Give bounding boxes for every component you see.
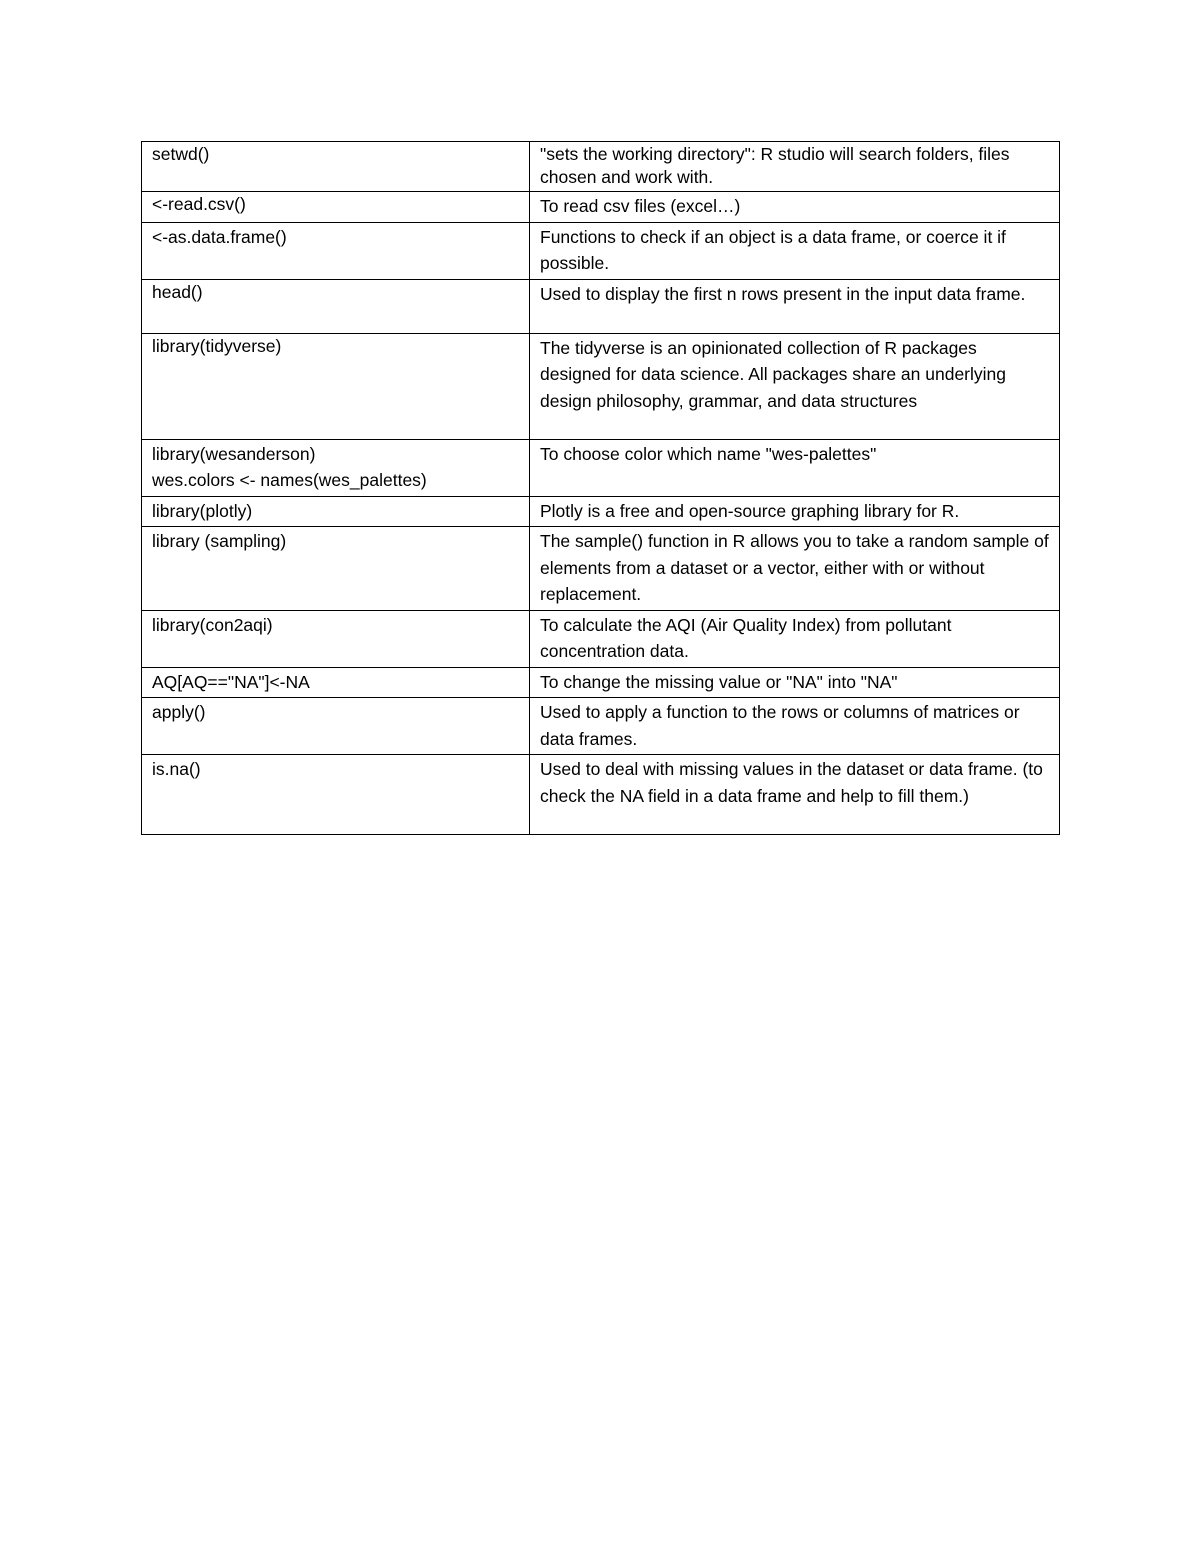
- description-cell: [530, 755, 1060, 835]
- function-description: The sample() function in R allows you to take a random sample of elements from a dataset or a vector, either with or without replacement.: [540, 531, 1049, 604]
- table-row: [142, 698, 1060, 755]
- function-description: To choose color which name "wes-palettes": [540, 443, 877, 464]
- description-cell: [530, 192, 1060, 223]
- table-row: [142, 755, 1060, 835]
- function-name: setwd(): [152, 144, 210, 164]
- description-cell: [530, 439, 1060, 496]
- function-name: library(tidyverse): [152, 335, 282, 356]
- function-reference-table: [141, 141, 1060, 835]
- description-cell: [530, 222, 1060, 279]
- table-row: [142, 142, 1060, 192]
- table-row: [142, 527, 1060, 611]
- function-cell: [142, 333, 530, 439]
- function-description: To calculate the AQI (Air Quality Index) from pollutant concentration data.: [540, 614, 952, 661]
- function-description: Plotly is a free and open-source graphing library for R.: [540, 500, 960, 521]
- function-description: "sets the working directory": R studio will search folders, files chosen and work with.: [540, 144, 1010, 187]
- function-name: library(con2aqi): [152, 614, 273, 635]
- description-cell: [530, 610, 1060, 667]
- table-row: [142, 667, 1060, 698]
- function-description: The tidyverse is an opinionated collection of R packages designed for data science. All packages share an underlying design philosophy, grammar, and data structures: [540, 337, 1006, 411]
- function-cell: [142, 527, 530, 611]
- function-cell: [142, 667, 530, 698]
- function-description: Used to deal with missing values in the dataset or data frame. (to check the NA field in a data frame and help to fill them.): [540, 759, 1043, 806]
- table-row: [142, 496, 1060, 527]
- function-description: Functions to check if an object is a data frame, or coerce it if possible.: [540, 226, 1006, 273]
- function-cell: [142, 222, 530, 279]
- function-name: apply(): [152, 702, 206, 722]
- function-description: Used to display the first n rows present in the input data frame.: [540, 283, 1026, 304]
- table-row: [142, 222, 1060, 279]
- function-name: is.na(): [152, 759, 201, 779]
- function-description: To change the missing value or "NA" into "NA": [540, 671, 898, 692]
- function-cell: [142, 496, 530, 527]
- function-name: <-as.data.frame(): [152, 226, 287, 247]
- description-cell: [530, 527, 1060, 611]
- table-row: [142, 439, 1060, 496]
- table-row: [142, 333, 1060, 439]
- table-row: [142, 610, 1060, 667]
- function-cell: [142, 279, 530, 333]
- function-cell: [142, 610, 530, 667]
- function-name: head(): [152, 281, 203, 302]
- function-description: To read csv files (excel…): [540, 196, 741, 216]
- function-cell: [142, 192, 530, 223]
- description-cell: [530, 698, 1060, 755]
- function-name: library(wesanderson): [152, 443, 316, 464]
- table-row: [142, 192, 1060, 223]
- description-cell: [530, 667, 1060, 698]
- description-cell: [530, 142, 1060, 192]
- table-row: [142, 279, 1060, 333]
- function-cell: [142, 755, 530, 835]
- function-name: library (sampling): [152, 531, 287, 551]
- description-cell: [530, 333, 1060, 439]
- function-name: AQ[AQ=="NA"]<-NA: [152, 671, 310, 692]
- function-cell: [142, 698, 530, 755]
- function-name: wes.colors <- names(wes_palettes): [152, 470, 427, 490]
- function-cell: [142, 439, 530, 496]
- description-cell: [530, 496, 1060, 527]
- function-name: <-read.csv(): [152, 194, 246, 214]
- function-name: library(plotly): [152, 500, 253, 521]
- function-cell: [142, 142, 530, 192]
- description-cell: [530, 279, 1060, 333]
- function-description: Used to apply a function to the rows or columns of matrices or data frames.: [540, 702, 1020, 749]
